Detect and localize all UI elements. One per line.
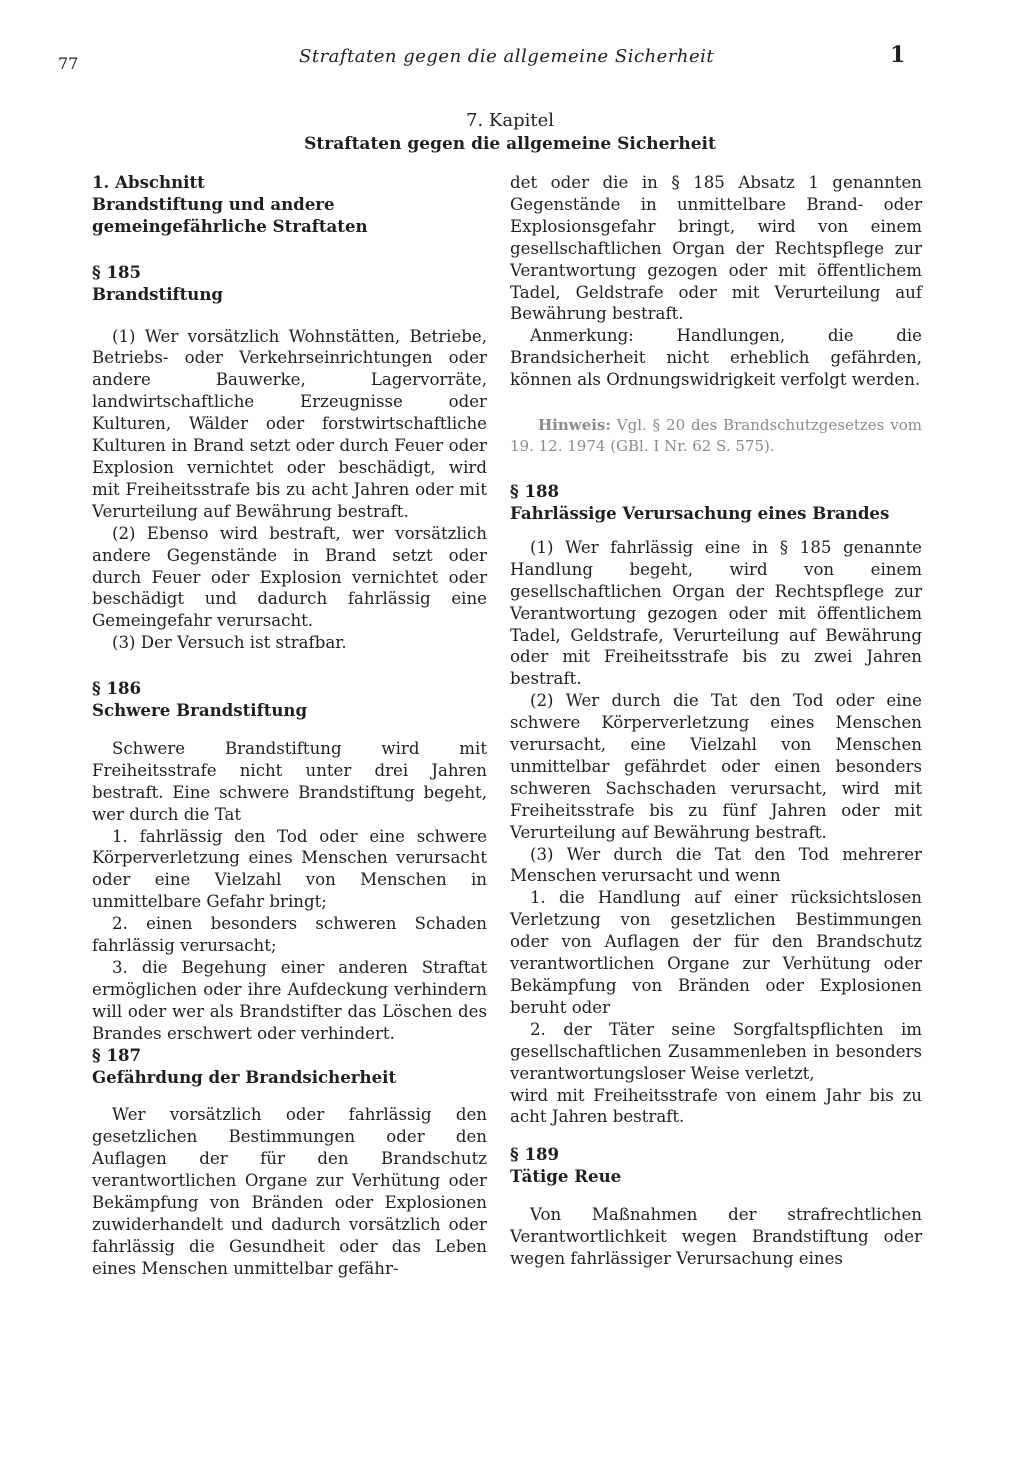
left-column	[92, 172, 487, 1280]
section-187-continuation: det oder die in § 185 Absatz 1 genannten Gegenstände in unmittelbare Brand- oder Explosionsgefahr bringt, wird von einem gesellschaftlichen Organ der Rechtspflege zur Verantwortung gezogen oder mit öffentlichem Tadel, Geldstrafe oder mit Verurteilung auf Bewährung bestraft.	[510, 173, 922, 324]
chapter-title: Straftaten gegen die allgemeine Sicherheit	[304, 134, 716, 154]
section-185-para-3: (3) Der Versuch ist strafbar.	[112, 633, 347, 653]
abschnitt-title-line1: Brandstiftung und andere	[92, 193, 335, 214]
hinweis-label: Hinweis:	[538, 416, 611, 435]
abschnitt-title-line2: gemeingefährliche Straftaten	[92, 215, 368, 236]
chapter-number: 7. Kapitel	[466, 110, 554, 131]
section-187-title: Gefährdung der Brandsicherheit	[92, 1066, 397, 1087]
running-title: Straftaten gegen die allgemeine Sicherheit	[299, 46, 715, 67]
section-186-number: § 186	[92, 678, 142, 699]
chapter-heading	[290, 110, 730, 156]
section-188-para-3: (3) Wer durch die Tat den Tod mehrerer Menschen verursacht und wenn	[510, 844, 922, 886]
section-187-number: § 187	[92, 1044, 142, 1065]
page-number: 77	[58, 54, 79, 73]
section-186-title: Schwere Brandstiftung	[92, 700, 308, 721]
section-188-closing: wird mit Freiheitsstrafe von einem Jahr bis zu acht Jahren bestraft.	[510, 1085, 922, 1127]
hinweis-text: Vgl. § 20 des Brandschutzgesetzes vom 19. 12. 1974 (GBl. I Nr. 62 S. 575).	[510, 416, 922, 456]
section-188-para-2: (2) Wer durch die Tat den Tod oder eine schwere Körperverletzung eines Menschen verursacht, eine Vielzahl von Menschen unmittelbar gefährdet oder einen besonders schweren Sachschaden verursacht, wird mit Freiheitsstrafe bis zu fünf Jahren oder mit Verurteilung auf Bewährung bestraft.	[510, 691, 922, 842]
section-188-item-1: 1. die Handlung auf einer rücksichtslosen Verletzung von gesetzlichen Bestimmungen oder von Auflagen der für den Brandschutz verantwortlichen Organe zur Verhütung oder Bekämpfung von Bränden oder Explosionen beruht oder	[510, 888, 922, 1017]
chapter-marker: 1	[890, 42, 906, 68]
section-188-number: § 188	[510, 481, 560, 502]
section-189-para-1: Von Maßnahmen der strafrechtlichen Verantwortlichkeit wegen Brandstiftung oder wegen fahrlässiger Verursachung eines	[510, 1205, 922, 1268]
section-188-item-2: 2. der Täter seine Sorgfaltspflichten im gesellschaftlichen Zusammenleben in besonders verantwortungsloser Weise verletzt,	[510, 1019, 922, 1083]
section-185-title: Brandstiftung	[92, 283, 224, 304]
section-186-item-2: 2. einen besonders schweren Schaden fahrlässig verursacht;	[92, 914, 487, 956]
section-189-number: § 189	[510, 1144, 560, 1165]
section-187-anmerkung: Anmerkung: Handlungen, die die Brandsicherheit nicht erheblich gefährden, können als Ordnungswidrigkeit verfolgt werden.	[510, 326, 922, 390]
abschnitt-number: 1. Abschnitt	[92, 172, 205, 192]
section-188-title: Fahrlässige Verursachung eines Brandes	[510, 502, 890, 523]
running-head	[0, 44, 1024, 74]
right-column	[510, 172, 922, 1270]
section-187-para-1: Wer vorsätzlich oder fahrlässig den gesetzlichen Bestimmungen oder den Auflagen der für den Brandschutz verantwortlichen Organe zur Verhütung oder Bekämpfung von Bränden oder Explosionen zuwiderhandelt und dadurch vorsätzlich oder fahrlässig die Gesundheit oder das Leben eines Menschen unmittelbar gefähr-	[92, 1105, 487, 1278]
section-185-number: § 185	[92, 261, 142, 282]
section-187-hinweis	[510, 415, 922, 457]
section-185-para-1: (1) Wer vorsätzlich Wohnstätten, Betriebe, Betriebs- oder Verkehrseinrichtungen oder andere Bauwerke, Lagervorräte, landwirtschaftliche Erzeugnisse oder Kulturen, Wälder oder forstwirtschaftliche Kulturen in Brand setzt oder durch Feuer oder Explosion vernichtet oder beschädigt, wird mit Freiheitsstrafe bis zu acht Jahren oder mit Verurteilung auf Bewährung bestraft.	[92, 326, 487, 521]
section-186-item-3: 3. die Begehung einer anderen Straftat ermöglichen oder ihre Aufdeckung verhindern will oder wer als Brandstifter das Löschen des Brandes erschwert oder verhindert.	[92, 958, 487, 1043]
section-186-item-1: 1. fahrlässig den Tod oder eine schwere Körperverletzung eines Menschen verursacht oder eine Vielzahl von Menschen in unmittelbare Gefahr bringt;	[92, 826, 487, 912]
section-188-para-1: (1) Wer fahrlässig eine in § 185 genannte Handlung begeht, wird von einem gesellschaftlichen Organ der Rechtspflege zur Verantwortung gezogen oder mit öffentlichem Tadel, Geldstrafe, Verurteilung auf Bewährung oder mit Freiheitsstrafe bis zu zwei Jahren bestraft.	[510, 537, 922, 689]
section-185-para-2: (2) Ebenso wird bestraft, wer vorsätzlich andere Gegenstände in Brand setzt oder durch Feuer oder Explosion vernichtet oder beschädigt und dadurch fahrlässig eine Gemeingefahr verursacht.	[92, 523, 487, 631]
section-186-intro: Schwere Brandstiftung wird mit Freiheitsstrafe nicht unter drei Jahren bestraft. Eine schwere Brandstiftung begeht, wer durch die Tat	[92, 738, 487, 824]
section-189-title: Tätige Reue	[510, 1166, 622, 1187]
